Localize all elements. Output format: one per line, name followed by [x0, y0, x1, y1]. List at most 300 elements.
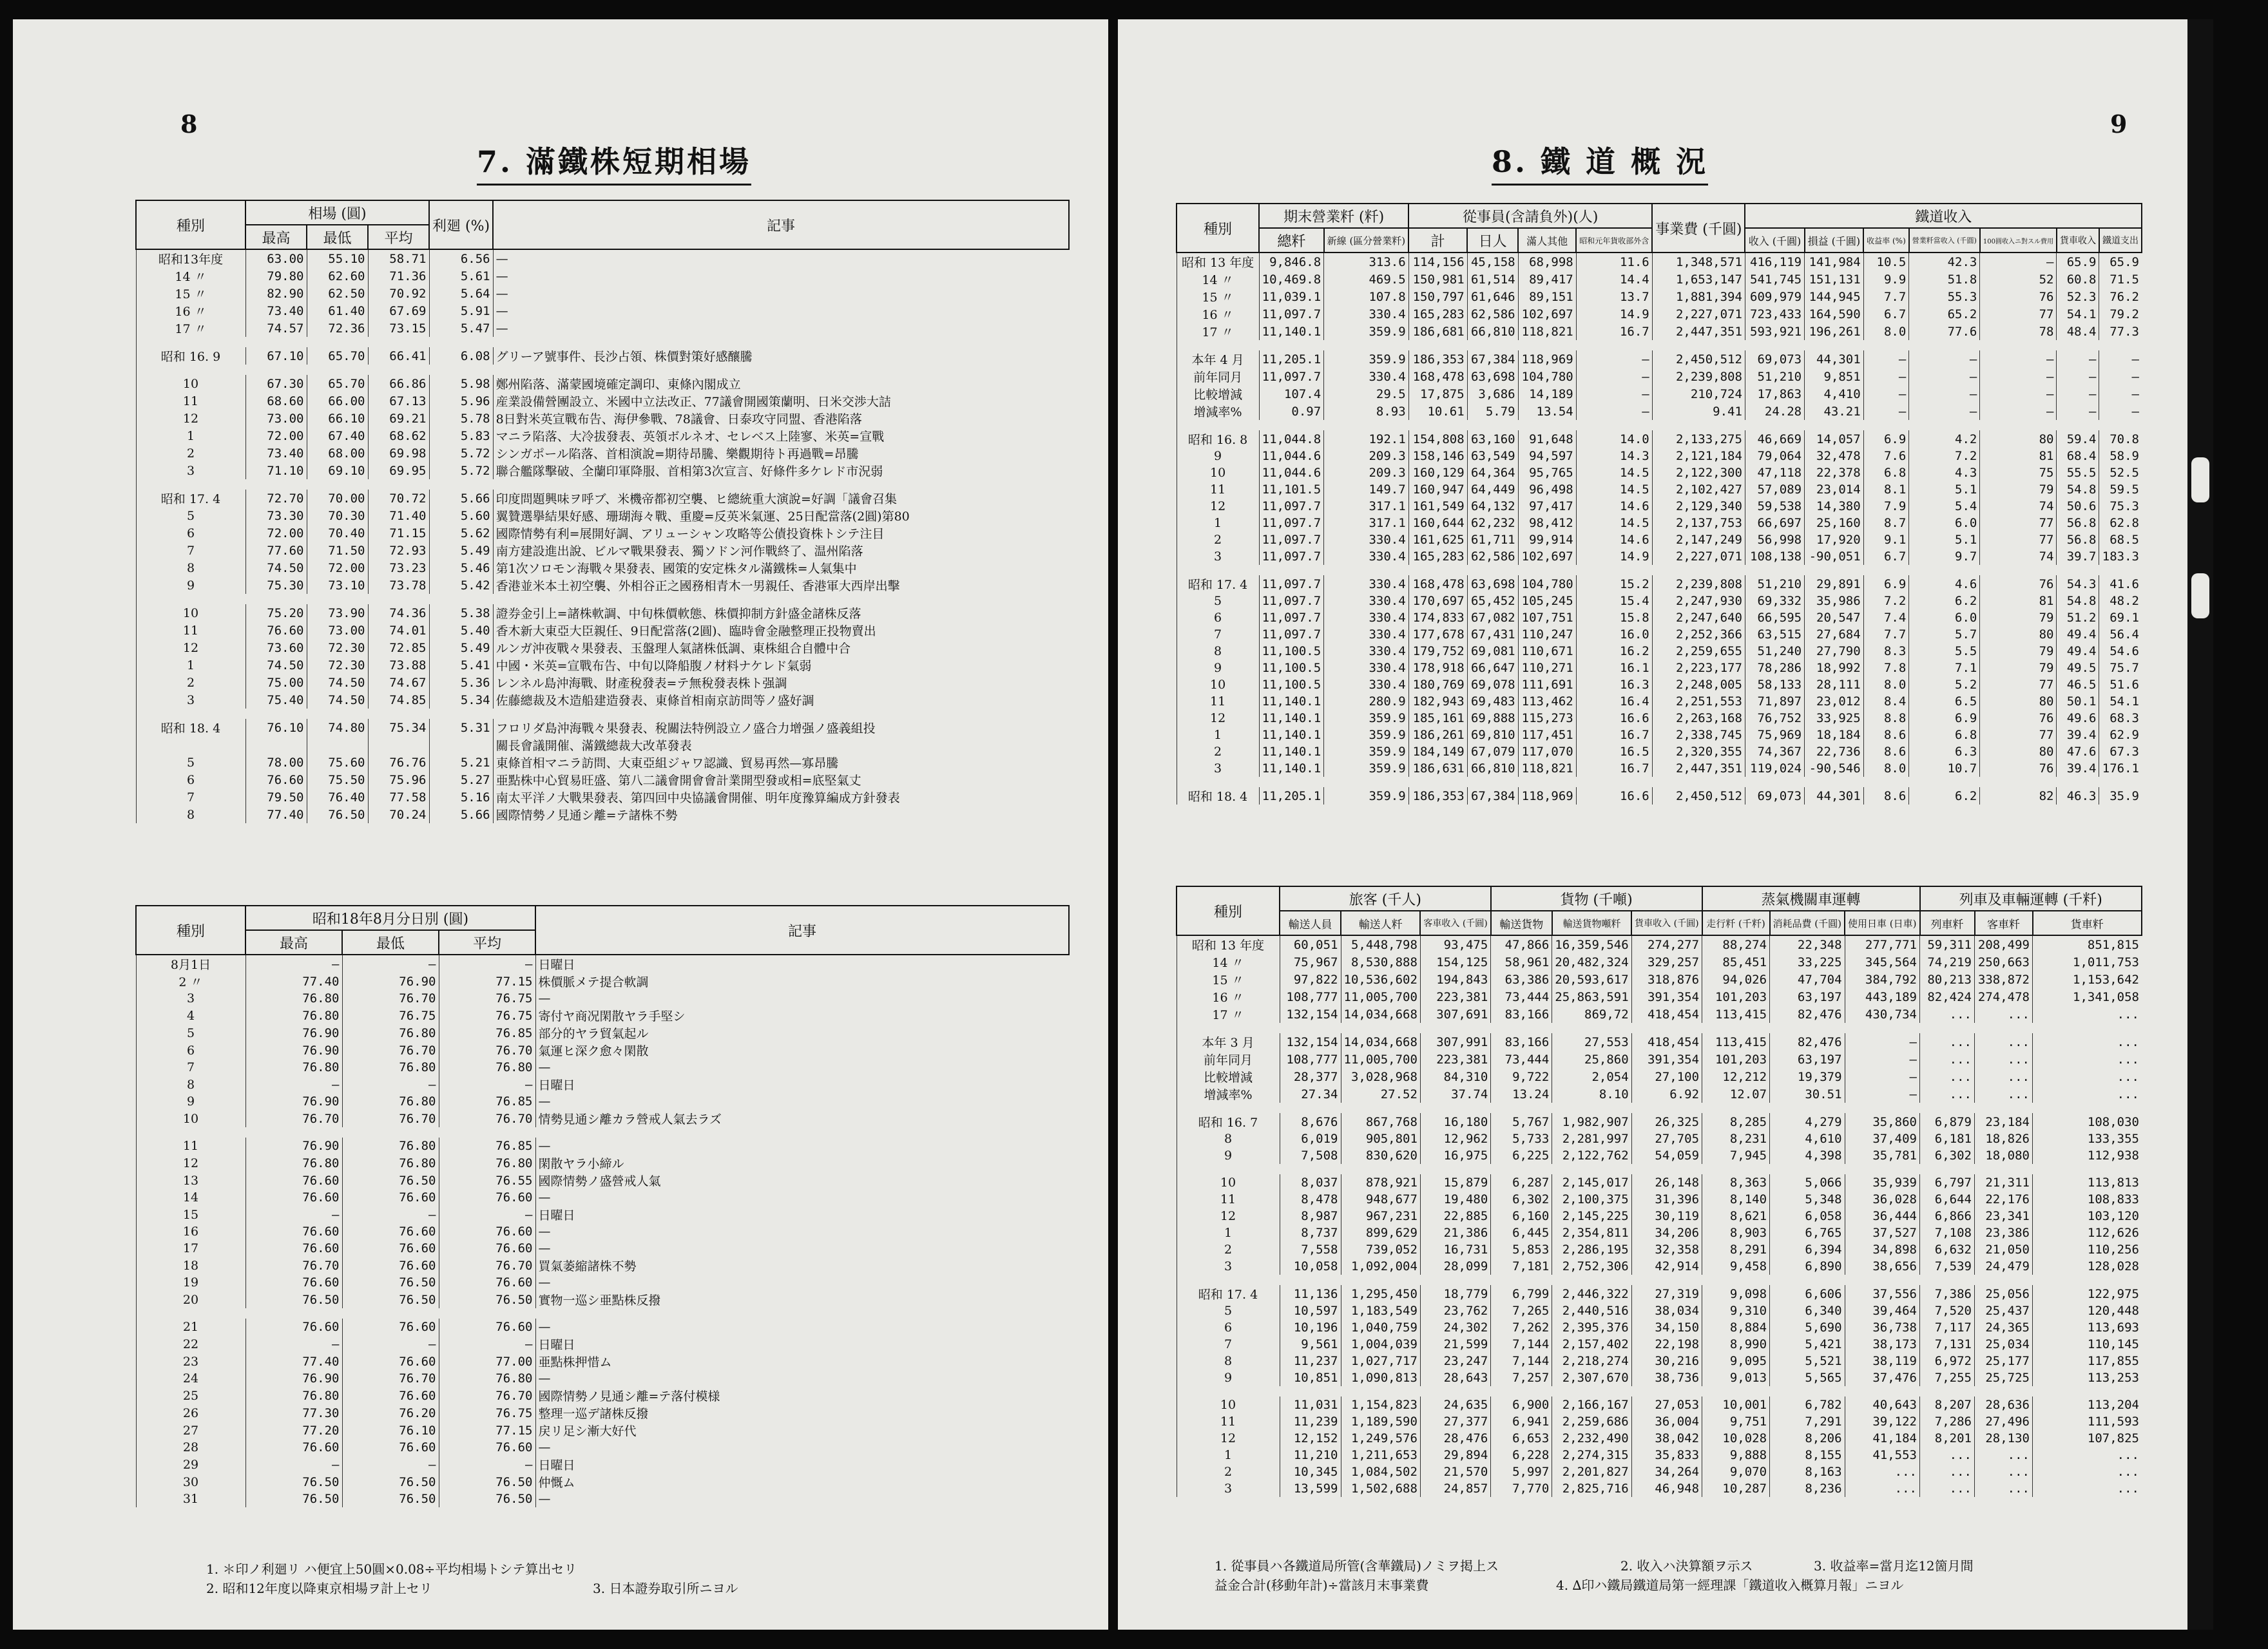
table-cell: 27,790: [1805, 643, 1864, 660]
table-cell: 5,348: [1770, 1191, 1845, 1208]
table-cell: 7,945: [1702, 1147, 1770, 1164]
table-cell: 72.70: [245, 490, 307, 507]
table-cell: 12,962: [1420, 1130, 1490, 1147]
table-cell: 69,483: [1467, 693, 1518, 710]
table-cell: —: [2099, 368, 2142, 385]
table-cell: 5,853: [1491, 1241, 1552, 1258]
table-cell: 54.3: [2057, 575, 2099, 593]
table-cell: 32,478: [1805, 448, 1864, 464]
table-cell: 第1次ソロモン海戰々果發表、國策的安定株タル滿鐵株=人氣集中: [493, 559, 1069, 577]
table-cell: 76.60: [245, 1319, 342, 1335]
table-cell: 62.9: [2099, 727, 2142, 743]
table-cell: 160,129: [1408, 464, 1467, 481]
table-cell: 161,549: [1408, 498, 1467, 515]
row-label: 7: [1177, 626, 1259, 643]
table-cell: 6.8: [1863, 464, 1909, 481]
railway-summary-rows: [1177, 253, 2142, 805]
table-cell: 5.49: [429, 542, 493, 559]
table-cell: —: [439, 1206, 535, 1223]
table-row: [136, 375, 1069, 392]
table-row: [1177, 1353, 2142, 1369]
table-row: [1177, 935, 2142, 953]
table-row: [1177, 481, 2142, 498]
table-cell: 33,225: [1770, 953, 1845, 971]
table-cell: 35,986: [1805, 593, 1864, 609]
table-cell: ...: [1975, 1463, 2033, 1480]
row-label: 昭和 17. 4: [1177, 575, 1259, 593]
table-cell: 26,325: [1631, 1113, 1702, 1130]
table-row: [136, 1387, 1069, 1404]
table-cell: 11,101.5: [1259, 481, 1324, 498]
table-cell: 104,780: [1518, 368, 1576, 385]
table-cell: 27,705: [1631, 1130, 1702, 1147]
table-cell: 6,160: [1491, 1208, 1552, 1225]
table-cell: 11,039.1: [1259, 288, 1324, 305]
table-cell: 76.70: [439, 1257, 535, 1274]
table-cell: 74.50: [245, 559, 307, 577]
table-cell: 74,219: [1920, 953, 1975, 971]
row-label: 2: [1177, 531, 1259, 548]
gap-cell: [136, 1127, 1069, 1138]
table-cell: 11,100.5: [1259, 676, 1324, 693]
header-expense-ratio: 100圓收入ニ對スル費用: [1980, 228, 2057, 253]
table-row: [136, 319, 1069, 337]
table-cell: 869,72: [1552, 1006, 1631, 1023]
table-cell: 19,480: [1420, 1191, 1490, 1208]
daily-price-rows: [136, 955, 1069, 1507]
table-cell: 330.4: [1324, 643, 1408, 660]
table-cell: 6.0: [1909, 609, 1980, 626]
row-label: 10: [136, 604, 245, 622]
table-cell: 5.79: [1467, 403, 1518, 420]
row-label: 3: [136, 990, 245, 1007]
table-cell: 76.80: [245, 1387, 342, 1404]
table-cell: 76.60: [439, 1274, 535, 1291]
row-label: 6: [1177, 1319, 1280, 1336]
table-cell: 67,079: [1467, 743, 1518, 760]
row-label: 10: [136, 375, 245, 392]
table-cell: —: [535, 1138, 1069, 1154]
table-cell: —: [535, 1093, 1069, 1110]
table-cell: —: [1909, 368, 1980, 385]
row-gap: [1177, 565, 2142, 575]
table-cell: 76.80: [342, 1059, 439, 1076]
table-cell: 9,888: [1702, 1447, 1770, 1463]
table-cell: 2,274,315: [1552, 1447, 1631, 1463]
table-cell: 25,863,591: [1552, 988, 1631, 1006]
table-cell: 2,122,300: [1652, 464, 1745, 481]
table-cell: 54.1: [2099, 693, 2142, 710]
table-cell: 16.6: [1576, 710, 1652, 727]
table-cell: 2,121,184: [1652, 448, 1745, 464]
table-cell: 2,227,071: [1652, 305, 1745, 323]
table-cell: 6,890: [1770, 1258, 1845, 1275]
table-row: [1177, 403, 2142, 420]
table-cell: 8.93: [1324, 403, 1408, 420]
table-cell: 71,897: [1745, 693, 1804, 710]
table-cell: —: [245, 1076, 342, 1093]
table-cell: 27,053: [1631, 1396, 1702, 1413]
table-cell: ...: [1920, 1068, 1975, 1085]
table-cell: 29,894: [1420, 1447, 1490, 1463]
table-cell: 9.1: [1863, 531, 1909, 548]
row-label: 4: [136, 1007, 245, 1024]
table-row: [136, 1319, 1069, 1335]
table-cell: 8.0: [1863, 323, 1909, 340]
table-row: [136, 719, 1069, 736]
table-row: [1177, 430, 2142, 448]
table-cell: 60,051: [1280, 935, 1341, 953]
table-cell: 83,166: [1491, 1006, 1552, 1023]
table-row: [1177, 548, 2142, 565]
table-cell: 2,447,351: [1652, 323, 1745, 340]
table-row: [136, 392, 1069, 410]
table-cell: 14.3: [1576, 448, 1652, 464]
table-cell: 70.30: [307, 507, 368, 524]
table-cell: 香港並米本土初空襲、外相谷正之國務相青木一男親任、香港軍大西岸出擊: [493, 577, 1069, 594]
table-cell: 151,131: [1805, 271, 1864, 288]
table-cell: 55.3: [1909, 288, 1980, 305]
table-cell: 76.60: [342, 1257, 439, 1274]
table-cell: 8.7: [1863, 515, 1909, 531]
table-cell: 1,004,039: [1341, 1336, 1420, 1353]
table-cell: 67.3: [2099, 743, 2142, 760]
table-row: [1177, 593, 2142, 609]
row-label: 31: [136, 1491, 245, 1507]
table-cell: 64,449: [1467, 481, 1518, 498]
table-cell: 6.2: [1909, 787, 1980, 805]
table-cell: 330.4: [1324, 609, 1408, 626]
row-label: 2: [136, 444, 245, 462]
table-cell: 76.70: [245, 1257, 342, 1274]
table-cell: 25,160: [1805, 515, 1864, 531]
table-cell: 81: [1980, 593, 2057, 609]
table-cell: 113,693: [2033, 1319, 2142, 1336]
table-row: [1177, 1241, 2142, 1258]
table-cell: ...: [1920, 1447, 1975, 1463]
table-cell: 68.60: [245, 392, 307, 410]
table-row: [136, 1076, 1069, 1093]
table-cell: 1,211,653: [1341, 1447, 1420, 1463]
table-cell: 88,274: [1702, 935, 1770, 953]
table-cell: 8,231: [1702, 1130, 1770, 1147]
table-cell: 72.85: [368, 639, 429, 656]
table-cell: 95,765: [1518, 464, 1576, 481]
table-cell: 74: [1980, 548, 2057, 565]
row-label: 3: [1177, 760, 1259, 777]
table-row: [136, 1335, 1069, 1353]
table-cell: 359.9: [1324, 787, 1408, 805]
table-cell: 1,090,813: [1341, 1369, 1420, 1386]
table-cell: 5.34: [429, 691, 493, 709]
table-cell: 6,653: [1491, 1430, 1552, 1447]
row-label: 15 〃: [136, 285, 245, 302]
footnote-3: 3. 收益率=當月迄12箇月間: [1814, 1558, 1974, 1574]
table-cell: 75: [1980, 464, 2057, 481]
table-cell: 5.78: [429, 410, 493, 427]
table-cell: 16.3: [1576, 676, 1652, 693]
row-label: 17 〃: [1177, 323, 1259, 340]
page-title: 7. 滿鐵株短期相場: [477, 138, 751, 186]
table-cell: 108,833: [2033, 1191, 2142, 1208]
table-row: [136, 524, 1069, 542]
header-freight: 貨物 (千噸): [1491, 886, 1702, 911]
table-cell: シンガポール陷落、首相演說=期待昂騰、樂觀期待ト再過戰=昂騰: [493, 444, 1069, 462]
table-cell: 330.4: [1324, 548, 1408, 565]
table-cell: ...: [2033, 1480, 2142, 1497]
table-cell: 19,379: [1770, 1068, 1845, 1085]
table-cell: 情勢見通シ離カラ營戒人氣去ラズ: [535, 1110, 1069, 1127]
table-cell: 75,967: [1280, 953, 1341, 971]
table-cell: 14.9: [1576, 305, 1652, 323]
table-cell: 9,722: [1491, 1068, 1552, 1085]
table-cell: 8.3: [1863, 643, 1909, 660]
table-cell: 亜點株押惜ム: [535, 1353, 1069, 1370]
table-cell: ...: [1920, 1033, 1975, 1051]
row-label: 前年同月: [1177, 368, 1259, 385]
gap-cell: [1177, 420, 2142, 430]
table-row: [1177, 1174, 2142, 1191]
table-cell: —: [1576, 350, 1652, 368]
table-cell: 8,530,888: [1341, 953, 1420, 971]
table-cell: 330.4: [1324, 368, 1408, 385]
table-cell: 6,287: [1491, 1174, 1552, 1191]
table-cell: 30,119: [1631, 1208, 1702, 1225]
table-row: [1177, 253, 2142, 271]
table-cell: 9,098: [1702, 1285, 1770, 1302]
row-label: 昭和 17. 4: [1177, 1285, 1280, 1302]
table-row: [1177, 1113, 2142, 1130]
table-cell: 14.5: [1576, 515, 1652, 531]
table-cell: 70.92: [368, 285, 429, 302]
table-cell: 104,780: [1518, 575, 1576, 593]
table-cell: 75.20: [245, 604, 307, 622]
table-cell: 55.10: [307, 249, 368, 267]
table-cell: 63,197: [1770, 988, 1845, 1006]
table-cell: 7.2: [1909, 448, 1980, 464]
table-cell: 2,147,249: [1652, 531, 1745, 548]
table-cell: 9,751: [1702, 1413, 1770, 1430]
table-cell: 日曜日: [535, 1456, 1069, 1473]
table-cell: —: [1909, 403, 1980, 420]
table-cell: 359.9: [1324, 760, 1408, 777]
table-row: [136, 1206, 1069, 1223]
table-cell: 5.27: [429, 771, 493, 788]
table-cell: 7,265: [1491, 1302, 1552, 1319]
table-cell: 44,301: [1805, 787, 1864, 805]
table-cell: 111,691: [1518, 676, 1576, 693]
table-cell: 66.00: [307, 392, 368, 410]
table-row: [1177, 1191, 2142, 1208]
table-cell: 8.6: [1863, 727, 1909, 743]
table-cell: 17,920: [1805, 531, 1864, 548]
row-label: 7: [1177, 1336, 1280, 1353]
table-cell: 5.36: [429, 674, 493, 691]
table-cell: 35,833: [1631, 1447, 1702, 1463]
table-cell: 36,004: [1631, 1413, 1702, 1430]
table-cell: 戻リ足シ漸大好代: [535, 1422, 1069, 1439]
table-cell: 118,821: [1518, 760, 1576, 777]
header-passenger: 旅客 (千人): [1280, 886, 1491, 911]
table-cell: 5.60: [429, 507, 493, 524]
table-cell: 158,146: [1408, 448, 1467, 464]
table-cell: 948,677: [1341, 1191, 1420, 1208]
table-cell: 65,452: [1467, 593, 1518, 609]
table-cell: 905,801: [1341, 1130, 1420, 1147]
table-cell: 76.50: [342, 1274, 439, 1291]
table-cell: 82,424: [1920, 988, 1975, 1006]
table-cell: 223,381: [1420, 988, 1490, 1006]
row-label: 1: [136, 427, 245, 444]
table-cell: 330.4: [1324, 660, 1408, 676]
table-cell: 11,005,700: [1341, 988, 1420, 1006]
table-cell: 證券金引上=諸株軟調、中旬株價軟態、株價抑制方針盛金諸株反落: [493, 604, 1069, 622]
table-cell: 2,122,762: [1552, 1147, 1631, 1164]
header-rate: 收益率 (%): [1863, 228, 1909, 253]
table-cell: 7,131: [1920, 1336, 1975, 1353]
table-cell: 76.10: [245, 719, 307, 736]
table-cell: 76.80: [439, 1154, 535, 1172]
table-cell: 11,097.7: [1259, 593, 1324, 609]
header-car-days: 使用日車 (日車): [1845, 911, 1919, 935]
table-cell: 63,549: [1467, 448, 1518, 464]
table-cell: 8,987: [1280, 1208, 1341, 1225]
table-cell: 62.60: [307, 267, 368, 285]
table-cell: 17,863: [1745, 385, 1804, 403]
table-cell: 128,028: [2033, 1258, 2142, 1275]
row-label: 11: [1177, 1191, 1280, 1208]
table-row: [1177, 1085, 2142, 1103]
table-cell: 75.96: [368, 771, 429, 788]
gap-cell: [136, 1308, 1069, 1319]
railway-summary-table: [1176, 203, 2142, 805]
table-cell: 66,697: [1745, 515, 1804, 531]
table-cell: 6,879: [1920, 1113, 1975, 1130]
table-cell: 144,945: [1805, 288, 1864, 305]
table-cell: —: [493, 285, 1069, 302]
stock-price-table: [135, 200, 1070, 823]
table-cell: 6,972: [1920, 1353, 1975, 1369]
row-label: 7: [136, 542, 245, 559]
table-cell: 418,454: [1631, 1033, 1702, 1051]
table-cell: 69.95: [368, 462, 429, 479]
table-cell: 日曜日: [535, 955, 1069, 973]
table-cell: 108,777: [1280, 988, 1341, 1006]
table-cell: 8,285: [1702, 1113, 1770, 1130]
table-cell: 6,765: [1770, 1225, 1845, 1241]
table-row: [136, 577, 1069, 594]
row-label: 10: [136, 1110, 245, 1127]
table-cell: 6.9: [1909, 710, 1980, 727]
table-cell: 29,891: [1805, 575, 1864, 593]
row-label: 前年同月: [1177, 1051, 1280, 1068]
table-cell: 82,476: [1770, 1006, 1845, 1023]
table-cell: 41.6: [2099, 575, 2142, 593]
table-cell: 149.7: [1324, 481, 1408, 498]
row-label: 21: [136, 1319, 245, 1335]
table-cell: 仲慨ム: [535, 1473, 1069, 1491]
table-row: [1177, 1033, 2142, 1051]
table-cell: 18,992: [1805, 660, 1864, 676]
table-cell: ...: [1975, 1051, 2033, 1068]
table-row: [136, 622, 1069, 639]
table-cell: 110,256: [2033, 1241, 2142, 1258]
table-cell: 27,319: [1631, 1285, 1702, 1302]
table-row: [136, 410, 1069, 427]
table-cell: 79,064: [1745, 448, 1804, 464]
table-cell: 76.60: [439, 1223, 535, 1240]
table-cell: 168,478: [1408, 368, 1467, 385]
table-cell: 34,206: [1631, 1225, 1702, 1241]
table-cell: 11,097.7: [1259, 368, 1324, 385]
table-cell: ...: [1845, 1480, 1919, 1497]
gap-cell: [1177, 340, 2142, 350]
table-cell: 51.6: [2099, 676, 2142, 693]
table-cell: 11,044.6: [1259, 464, 1324, 481]
table-cell: 8.6: [1863, 743, 1909, 760]
table-cell: 50.1: [2057, 693, 2099, 710]
table-cell: 69.10: [307, 462, 368, 479]
table-cell: ...: [2033, 1033, 2142, 1051]
table-cell: 108,777: [1280, 1051, 1341, 1068]
table-cell: 76.50: [307, 806, 368, 823]
table-cell: 330.4: [1324, 575, 1408, 593]
table-cell: 4.6: [1909, 575, 1980, 593]
table-row: [1177, 1130, 2142, 1147]
table-cell: 74.01: [368, 622, 429, 639]
table-cell: ...: [1920, 1051, 1975, 1068]
table-cell: 2,239,808: [1652, 575, 1745, 593]
table-cell: 68.3: [2099, 710, 2142, 727]
table-cell: 16,359,546: [1552, 935, 1631, 953]
table-cell: 0.97: [1259, 403, 1324, 420]
table-cell: -90,546: [1805, 760, 1864, 777]
table-cell: 50.6: [2057, 498, 2099, 515]
table-cell: 391,354: [1631, 988, 1702, 1006]
table-cell: 165,283: [1408, 305, 1467, 323]
table-cell: 89,417: [1518, 271, 1576, 288]
table-cell: 150,981: [1408, 271, 1467, 288]
table-cell: 72.30: [307, 656, 368, 674]
table-cell: 6.0: [1909, 515, 1980, 531]
table-cell: —: [2099, 403, 2142, 420]
table-cell: 6,225: [1491, 1147, 1552, 1164]
table-cell: 10,851: [1280, 1369, 1341, 1386]
table-cell: 82.90: [245, 285, 307, 302]
table-cell: 2,227,071: [1652, 548, 1745, 565]
table-cell: 76: [1980, 288, 2057, 305]
table-cell: 111,593: [2033, 1413, 2142, 1430]
table-cell: 69.98: [368, 444, 429, 462]
header-coach-km: 客車粁: [1975, 911, 2033, 935]
row-label: 18: [136, 1257, 245, 1274]
table-cell: 72.93: [368, 542, 429, 559]
table-cell: 41,184: [1845, 1430, 1919, 1447]
table-cell: 77.60: [245, 542, 307, 559]
table-row: [1177, 448, 2142, 464]
table-cell: 76.80: [439, 1059, 535, 1076]
table-cell: 6,941: [1491, 1413, 1552, 1430]
gap-cell: [1177, 1386, 2142, 1396]
row-label: 1: [1177, 1225, 1280, 1241]
table-cell: 2,338,745: [1652, 727, 1745, 743]
table-row: [136, 691, 1069, 709]
table-cell: 79.50: [245, 788, 307, 806]
table-cell: 7,144: [1491, 1336, 1552, 1353]
table-cell: 72.00: [245, 524, 307, 542]
header-total-km: 總粁: [1259, 228, 1324, 253]
header-avg: 平均: [368, 225, 429, 249]
